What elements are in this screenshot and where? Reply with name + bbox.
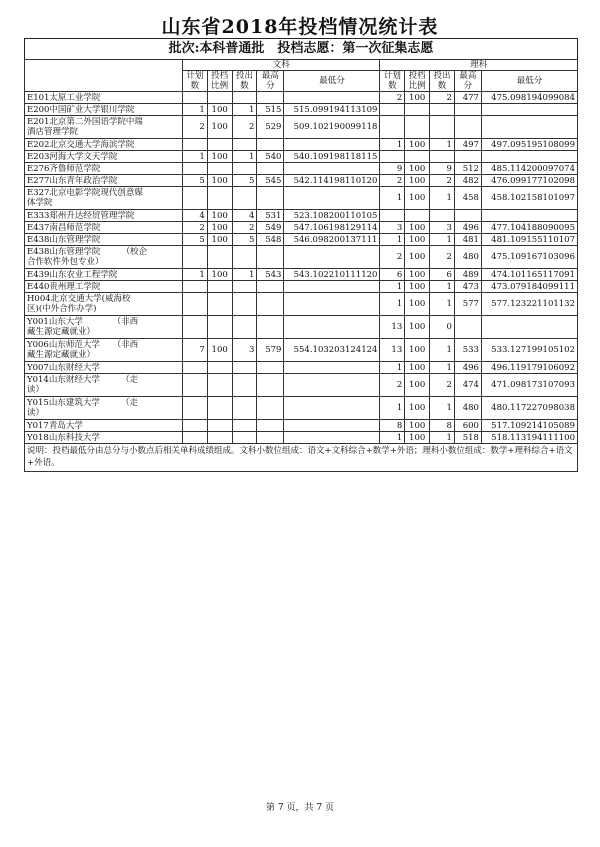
li-cell-3: 496 (454, 362, 481, 374)
school-name: E203河海大学文天学院 (25, 151, 183, 163)
wen-cell-0: 4 (182, 210, 207, 222)
wen-cell-2 (232, 187, 257, 210)
wen-cell-4 (284, 163, 380, 175)
wen-cell-3: 543 (257, 269, 284, 281)
wen-cell-2 (232, 420, 257, 432)
table-row (25, 293, 578, 316)
li-cell-4: 496.119179106092 (481, 362, 577, 374)
wen-header-2: 投出数 (232, 71, 257, 92)
li-cell-1: 100 (405, 432, 430, 444)
wen-header-3: 最高分 (257, 71, 284, 92)
li-cell-1: 100 (405, 269, 430, 281)
li-cell-0: 2 (380, 92, 405, 104)
li-cell-2: 1 (430, 339, 455, 362)
li-header-3: 最高分 (454, 71, 481, 92)
wen-cell-1 (207, 163, 232, 175)
wen-cell-2: 5 (232, 234, 257, 246)
wen-cell-3 (257, 246, 284, 269)
li-cell-2 (430, 151, 455, 163)
wen-cell-4: 543.102210111120 (284, 269, 380, 281)
li-cell-0 (380, 116, 405, 139)
li-cell-4 (481, 316, 577, 339)
wen-cell-1 (207, 246, 232, 269)
wen-cell-0: 1 (182, 269, 207, 281)
wen-cell-1 (207, 420, 232, 432)
wen-cell-3 (257, 374, 284, 397)
li-cell-2: 2 (430, 92, 455, 104)
school-name: E440贵州理工学院 (25, 281, 183, 293)
li-cell-2: 9 (430, 163, 455, 175)
li-cell-0: 9 (380, 163, 405, 175)
li-cell-0: 13 (380, 316, 405, 339)
li-cell-0: 8 (380, 420, 405, 432)
page-title: 山东省2018年投档情况统计表 (161, 16, 439, 38)
li-cell-3: 482 (454, 175, 481, 187)
li-cell-0: 2 (380, 175, 405, 187)
li-cell-1: 100 (405, 139, 430, 151)
li-header-0: 计划数 (380, 71, 405, 92)
table-row (25, 116, 578, 139)
li-cell-0: 3 (380, 222, 405, 234)
li-cell-3: 480 (454, 246, 481, 269)
wen-cell-4 (284, 316, 380, 339)
li-cell-3: 600 (454, 420, 481, 432)
wen-cell-3 (257, 139, 284, 151)
wen-cell-4: 515.099194113109 (284, 104, 380, 116)
li-cell-4: 518.113194111100 (481, 432, 577, 444)
school-name: E437南昌师范学院 (25, 222, 183, 234)
table-row (25, 269, 578, 281)
table-row (25, 281, 578, 293)
li-cell-0: 1 (380, 293, 405, 316)
wen-cell-2: 2 (232, 222, 257, 234)
li-cell-4: 533.127199105102 (481, 339, 577, 362)
table-row (25, 151, 578, 163)
li-cell-0 (380, 210, 405, 222)
table-row (25, 210, 578, 222)
header-blank (25, 60, 183, 92)
wen-cell-4 (284, 281, 380, 293)
wen-cell-0 (182, 397, 207, 420)
wen-cell-0: 2 (182, 116, 207, 139)
wen-cell-1 (207, 281, 232, 293)
wen-cell-4: 542.114198110120 (284, 175, 380, 187)
li-cell-2: 1 (430, 281, 455, 293)
li-cell-4: 458.102158101097 (481, 187, 577, 210)
li-cell-3: 496 (454, 222, 481, 234)
li-cell-4: 497.095195108099 (481, 139, 577, 151)
wen-cell-4 (284, 92, 380, 104)
li-cell-1: 100 (405, 175, 430, 187)
table-row (25, 139, 578, 151)
wen-cell-3: 540 (257, 151, 284, 163)
wen-cell-1: 100 (207, 116, 232, 139)
wen-cell-1: 100 (207, 269, 232, 281)
wen-cell-2: 1 (232, 269, 257, 281)
school-name: Y017青岛大学 (25, 420, 183, 432)
wen-cell-4: 546.098200137111 (284, 234, 380, 246)
wen-cell-3 (257, 362, 284, 374)
wen-cell-2 (232, 92, 257, 104)
table-row (25, 163, 578, 175)
wen-cell-3: 548 (257, 234, 284, 246)
table-row (25, 374, 578, 397)
table-body (25, 92, 578, 444)
wen-cell-0: 1 (182, 151, 207, 163)
wen-cell-4: 509.102190099118 (284, 116, 380, 139)
li-cell-4: 475.109167103096 (481, 246, 577, 269)
li-cell-3: 480 (454, 397, 481, 420)
group-li-header: 理科 (380, 60, 578, 71)
wen-header-4: 最低分 (284, 71, 380, 92)
table-row (25, 92, 578, 104)
li-cell-3: 577 (454, 293, 481, 316)
wen-cell-0 (182, 281, 207, 293)
li-cell-4: 471.098173107093 (481, 374, 577, 397)
li-cell-3: 473 (454, 281, 481, 293)
wen-cell-3: 529 (257, 116, 284, 139)
li-cell-3 (454, 104, 481, 116)
li-cell-4: 477.104188090095 (481, 222, 577, 234)
li-cell-2: 8 (430, 420, 455, 432)
wen-cell-2: 4 (232, 210, 257, 222)
wen-cell-1 (207, 432, 232, 444)
school-name: Y018山东科技大学 (25, 432, 183, 444)
wen-cell-3 (257, 432, 284, 444)
li-cell-0: 1 (380, 139, 405, 151)
li-cell-4: 475.098194099084 (481, 92, 577, 104)
wen-cell-4: 540.109198118115 (284, 151, 380, 163)
li-cell-3 (454, 316, 481, 339)
li-cell-2: 2 (430, 374, 455, 397)
li-cell-2: 2 (430, 175, 455, 187)
wen-cell-3: 545 (257, 175, 284, 187)
li-cell-1: 100 (405, 163, 430, 175)
wen-cell-1 (207, 139, 232, 151)
li-cell-0: 13 (380, 339, 405, 362)
wen-cell-1: 100 (207, 104, 232, 116)
wen-cell-2 (232, 163, 257, 175)
li-cell-1: 100 (405, 234, 430, 246)
li-cell-1: 100 (405, 339, 430, 362)
table-row (25, 420, 578, 432)
li-cell-3 (454, 151, 481, 163)
school-name: E327北京电影学院现代创意媒 体学院 (25, 187, 183, 210)
wen-cell-1: 100 (207, 151, 232, 163)
li-cell-4 (481, 151, 577, 163)
li-cell-1: 100 (405, 293, 430, 316)
table-row (25, 187, 578, 210)
li-cell-1: 100 (405, 362, 430, 374)
wen-cell-3: 531 (257, 210, 284, 222)
wen-cell-0 (182, 246, 207, 269)
li-cell-3: 474 (454, 374, 481, 397)
li-cell-1: 100 (405, 374, 430, 397)
school-name: E276齐鲁师范学院 (25, 163, 183, 175)
li-cell-2: 1 (430, 397, 455, 420)
wen-cell-4 (284, 362, 380, 374)
wen-cell-2 (232, 281, 257, 293)
wen-cell-3 (257, 293, 284, 316)
li-cell-2: 2 (430, 246, 455, 269)
school-name: E333郑州升达经贸管理学院 (25, 210, 183, 222)
li-header-1: 投档比例 (405, 71, 430, 92)
li-cell-4: 476.099177102098 (481, 175, 577, 187)
li-cell-4: 473.079184099111 (481, 281, 577, 293)
wen-cell-4 (284, 420, 380, 432)
wen-cell-2 (232, 362, 257, 374)
li-cell-2: 1 (430, 234, 455, 246)
wen-cell-0 (182, 293, 207, 316)
wen-cell-3 (257, 163, 284, 175)
wen-cell-2 (232, 374, 257, 397)
li-cell-1: 100 (405, 246, 430, 269)
school-name: E438山东管理学院 （校企 合作软件外包专业） (25, 246, 183, 269)
li-cell-1 (405, 104, 430, 116)
school-name: E101太原工业学院 (25, 92, 183, 104)
wen-cell-4: 554.103203124124 (284, 339, 380, 362)
wen-cell-3: 515 (257, 104, 284, 116)
li-cell-0: 1 (380, 187, 405, 210)
li-cell-0: 1 (380, 281, 405, 293)
li-cell-3: 512 (454, 163, 481, 175)
wen-cell-2: 1 (232, 104, 257, 116)
li-cell-1: 100 (405, 222, 430, 234)
wen-cell-1: 100 (207, 175, 232, 187)
li-cell-3: 497 (454, 139, 481, 151)
table-row (25, 316, 578, 339)
wen-cell-1 (207, 362, 232, 374)
wen-cell-4: 523.108200110105 (284, 210, 380, 222)
li-cell-3: 489 (454, 269, 481, 281)
wen-cell-2 (232, 246, 257, 269)
school-name: E200中国矿业大学银川学院 (25, 104, 183, 116)
li-header-4: 最低分 (481, 71, 577, 92)
wen-cell-2 (232, 139, 257, 151)
wen-cell-3 (257, 281, 284, 293)
wen-cell-0 (182, 374, 207, 397)
wen-cell-1: 100 (207, 210, 232, 222)
wen-cell-2 (232, 432, 257, 444)
wen-cell-4 (284, 246, 380, 269)
li-cell-0: 2 (380, 374, 405, 397)
li-cell-4 (481, 104, 577, 116)
wen-cell-1 (207, 316, 232, 339)
li-cell-1 (405, 151, 430, 163)
wen-cell-0 (182, 139, 207, 151)
school-name: E277山东青年政治学院 (25, 175, 183, 187)
school-name: E439山东农业工程学院 (25, 269, 183, 281)
wen-cell-4 (284, 139, 380, 151)
li-cell-4: 474.101165117091 (481, 269, 577, 281)
li-cell-1: 100 (405, 281, 430, 293)
li-cell-1: 100 (405, 397, 430, 420)
li-cell-0: 1 (380, 432, 405, 444)
wen-cell-1: 100 (207, 234, 232, 246)
wen-cell-1 (207, 187, 232, 210)
school-name: Y006山东师范大学 （非西 藏生源定藏就业） (25, 339, 183, 362)
li-cell-2: 6 (430, 269, 455, 281)
wen-cell-3 (257, 397, 284, 420)
li-cell-4: 517.109214105089 (481, 420, 577, 432)
wen-header-0: 计划数 (182, 71, 207, 92)
li-cell-2 (430, 210, 455, 222)
li-cell-2: 3 (430, 222, 455, 234)
note: 说明：投档最低分由总分与小数点后相关单科成绩组成。文科小数位组成：语文+文科综合+数学+外语；理科小数位组成：数学+理科综合+语文+外语。 (24, 444, 578, 472)
admission-table (24, 59, 578, 444)
table-row (25, 222, 578, 234)
li-cell-1: 100 (405, 420, 430, 432)
school-name: E438山东管理学院 (25, 234, 183, 246)
li-cell-4 (481, 116, 577, 139)
wen-cell-2 (232, 397, 257, 420)
wen-cell-2 (232, 316, 257, 339)
wen-cell-4: 547.106198129114 (284, 222, 380, 234)
page-footer: 第 7 页，共 7 页 (266, 803, 334, 813)
wen-cell-3 (257, 420, 284, 432)
wen-cell-3 (257, 92, 284, 104)
table-row (25, 104, 578, 116)
wen-cell-0 (182, 316, 207, 339)
school-name: Y014山东财经大学 （走 读） (25, 374, 183, 397)
wen-cell-0 (182, 187, 207, 210)
wen-cell-0 (182, 362, 207, 374)
wen-cell-2 (232, 293, 257, 316)
school-name: H004北京交通大学(威海校 区)(中外合作办学) (25, 293, 183, 316)
wen-cell-0: 1 (182, 104, 207, 116)
li-cell-4 (481, 210, 577, 222)
li-cell-1 (405, 210, 430, 222)
wen-cell-4 (284, 432, 380, 444)
li-cell-2 (430, 104, 455, 116)
li-cell-2: 1 (430, 293, 455, 316)
li-cell-4: 485.114200097074 (481, 163, 577, 175)
li-cell-1: 100 (405, 187, 430, 210)
table-row (25, 362, 578, 374)
li-cell-4: 481.109155110107 (481, 234, 577, 246)
li-cell-0: 6 (380, 269, 405, 281)
group-wen-header: 文科 (182, 60, 379, 71)
school-name: Y015山东建筑大学 （走 读） (25, 397, 183, 420)
stats-table-container (24, 38, 578, 472)
wen-cell-3 (257, 316, 284, 339)
wen-header-1: 投档比例 (207, 71, 232, 92)
li-cell-2 (430, 116, 455, 139)
li-cell-3: 518 (454, 432, 481, 444)
wen-cell-0: 5 (182, 234, 207, 246)
wen-cell-0 (182, 432, 207, 444)
li-cell-1 (405, 116, 430, 139)
li-cell-2: 1 (430, 187, 455, 210)
wen-cell-0 (182, 92, 207, 104)
li-cell-3: 458 (454, 187, 481, 210)
table-row (25, 234, 578, 246)
table-row (25, 246, 578, 269)
wen-cell-0: 5 (182, 175, 207, 187)
school-name: E201北京第二外国语学院中瑞 酒店管理学院 (25, 116, 183, 139)
li-cell-1: 100 (405, 316, 430, 339)
li-cell-3 (454, 116, 481, 139)
li-cell-4: 577.123221101132 (481, 293, 577, 316)
wen-cell-0 (182, 420, 207, 432)
li-cell-0: 2 (380, 246, 405, 269)
wen-cell-4 (284, 397, 380, 420)
li-cell-2: 1 (430, 139, 455, 151)
wen-cell-4 (284, 293, 380, 316)
li-cell-3: 477 (454, 92, 481, 104)
table-row (25, 397, 578, 420)
wen-cell-0 (182, 163, 207, 175)
li-cell-3: 481 (454, 234, 481, 246)
batch-line: 批次:本科普通批 投档志愿：第一次征集志愿 (24, 38, 578, 59)
wen-cell-0: 2 (182, 222, 207, 234)
li-cell-3: 533 (454, 339, 481, 362)
school-name: E202北京交通大学海滨学院 (25, 139, 183, 151)
li-cell-0 (380, 104, 405, 116)
table-row (25, 339, 578, 362)
table-row (25, 175, 578, 187)
li-cell-0: 1 (380, 234, 405, 246)
wen-cell-2: 3 (232, 339, 257, 362)
li-cell-2: 0 (430, 316, 455, 339)
li-cell-0: 1 (380, 362, 405, 374)
li-cell-3 (454, 210, 481, 222)
wen-cell-1: 100 (207, 339, 232, 362)
wen-cell-4 (284, 187, 380, 210)
wen-cell-1 (207, 397, 232, 420)
table-row (25, 432, 578, 444)
wen-cell-0: 7 (182, 339, 207, 362)
wen-cell-1 (207, 374, 232, 397)
wen-cell-2: 2 (232, 116, 257, 139)
wen-cell-1 (207, 92, 232, 104)
school-name: Y007山东财经大学 (25, 362, 183, 374)
li-cell-1: 100 (405, 92, 430, 104)
li-cell-2: 1 (430, 362, 455, 374)
li-cell-0: 1 (380, 397, 405, 420)
li-cell-0 (380, 151, 405, 163)
school-name: Y001山东大学 （非西 藏生源定藏就业） (25, 316, 183, 339)
li-cell-2: 1 (430, 432, 455, 444)
wen-cell-2: 5 (232, 175, 257, 187)
li-cell-4: 480.117227098038 (481, 397, 577, 420)
li-header-2: 投出数 (430, 71, 455, 92)
wen-cell-1: 100 (207, 222, 232, 234)
wen-cell-3: 549 (257, 222, 284, 234)
wen-cell-4 (284, 374, 380, 397)
wen-cell-3 (257, 187, 284, 210)
wen-cell-1 (207, 293, 232, 316)
wen-cell-3: 579 (257, 339, 284, 362)
wen-cell-2: 1 (232, 151, 257, 163)
